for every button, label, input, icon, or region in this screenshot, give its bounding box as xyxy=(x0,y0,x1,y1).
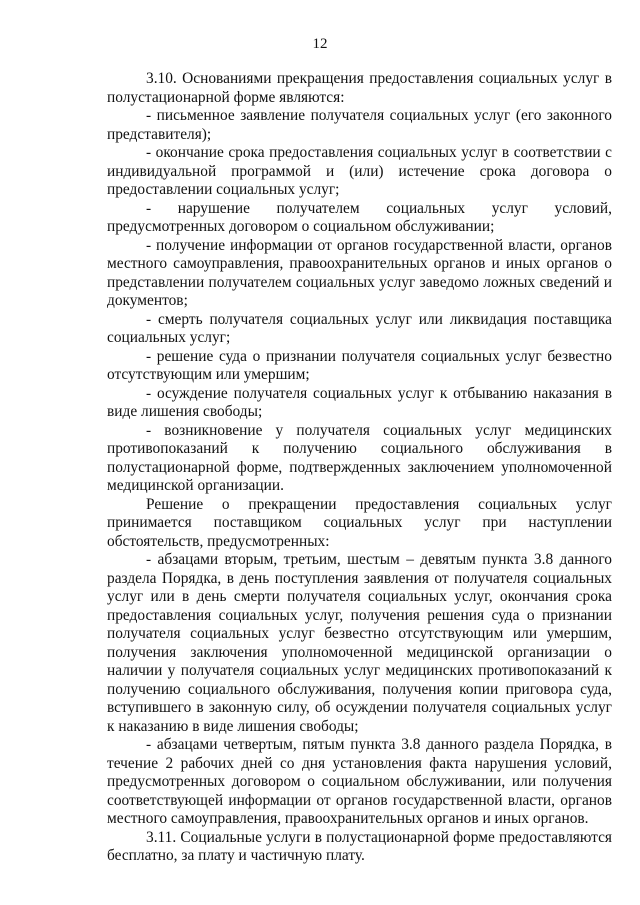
document-body xyxy=(107,70,612,866)
list-item-court-decision: - решение суда о признании получателя социальных услуг безвестно отсутствующим или умершим; xyxy=(107,347,612,383)
list-item-conviction: - осуждение получателя социальных услуг к отбыванию наказания в виде лишения свободы; xyxy=(107,384,612,420)
list-item-medical-contraindications: - возникновение у получателя социальных услуг медицинских противопоказаний к получению социального обслуживания в полустационарной форме, подтвержденных заключением уполномоченной медицинской организации. xyxy=(107,421,612,494)
list-item-contract-violation: - нарушение получателем социальных услуг условий, предусмотренных договором о социальном обслуживании; xyxy=(107,199,612,235)
list-item-paragraphs-2-3-6-9: - абзацами вторым, третьим, шестым – девятым пункта 3.8 данного раздела Порядка, в день поступления заявления от получателя социальных услуг или в день смерти получателя социальных услуг, окончания срока предоставления социальных услуг, получения решения суда о признании получателя социальных услуг безвестно отсутствующим или умершим, получения заключения уполномоченной медицинской организации о наличии у получателя социальных услуг медицинских противопоказаний к получению социального обслуживания, получения копии приговора суда, вступившего в законную силу, об осуждении получателя социальных услуг к наказанию в виде лишения свободы; xyxy=(107,551,612,735)
list-item-death-or-liquidation: - смерть получателя социальных услуг или ликвидация поставщика социальных услуг; xyxy=(107,310,612,346)
paragraph-3-11: 3.11. Социальные услуги в полустационарной форме предоставляются бесплатно, за плату и частичную плату. xyxy=(107,828,612,864)
list-item-false-information: - получение информации от органов государственной власти, органов местного самоуправления, правоохранительных органов и иных органов о представлении получателем социальных услуг заведомо ложных сведений и документов; xyxy=(107,236,612,309)
list-item-term-expiry: - окончание срока предоставления социальных услуг в соответствии с индивидуальной программой и (или) истечение срока договора о предоставлении социальных услуг; xyxy=(107,144,612,198)
page-number: 12 xyxy=(312,36,328,52)
list-item-paragraphs-4-5: - абзацами четвертым, пятым пункта 3.8 данного раздела Порядка, в течение 2 рабочих дней со дня установления факта нарушения условий, предусмотренных договором о социальном обслуживании, или получения соответствующей информации от органов государственной власти, органов местного самоуправления, правоохранительных органов и иных органов. xyxy=(107,736,612,827)
paragraph-3-10-heading: 3.10. Основаниями прекращения предоставления социальных услуг в полустационарной форме являются: xyxy=(107,70,612,106)
paragraph-termination-decision: Решение о прекращении предоставления социальных услуг принимается поставщиком социальных услуг при наступлении обстоятельств, предусмотренных: xyxy=(107,495,612,550)
list-item-written-application: - письменное заявление получателя социальных услуг (его законного представителя); xyxy=(107,107,612,143)
